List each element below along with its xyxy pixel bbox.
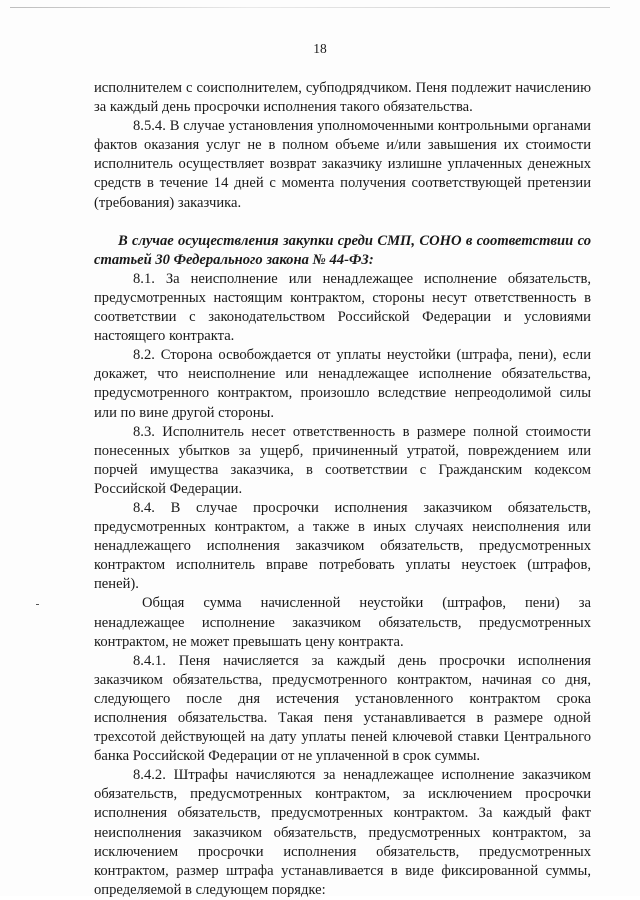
- paragraph-8-4-1: 8.4.1. Пеня начисляется за каждый день просрочки исполнения заказчиком обязательства, предусмотренного контрактом, начиная со дня, следующего после дня истечения установленного контрактом срока исполнения обязательства. Такая пеня устанавливается в размере одной трехсотой действующей на дату уплаты пеней ключевой ставки Центрального банка Российской Федерации от не уплаченной в срок суммы.: [94, 652, 591, 765]
- paragraph-8-5-4: 8.5.4. В случае установления уполномоченными контрольными органами фактов оказания услуг не в полном объеме и/или завышения их стоимости исполнитель осуществляет возврат заказчику излишне уплаченных денежных средств в течение 14 дней с момента получения соответствующей претензии (требования) заказчика.: [94, 118, 591, 211]
- paragraph-8-4-2: 8.4.2. Штрафы начисляются за ненадлежащее исполнение заказчиком обязательств, предусмотренных контрактом, за исключением просрочки исполнения обязательств, предусмотренных контрактом. За каждый факт неисполнения заказчиком обязательств, предусмотренных контрактом, за исключением просрочки исполнения обязательств, предусмотренных контрактом, размер штрафа устанавливается в виде фиксированной суммы, определяемой в следующем порядке:: [94, 767, 591, 898]
- paragraph-8-4: 8.4. В случае просрочки исполнения заказчиком обязательств, предусмотренных контрактом, а также в иных случаях неисполнения или ненадлежащего исполнения заказчиком обязательств, предусмотренных контрактом исполнитель вправе потребовать уплаты неустоек (штрафов, пеней).: [94, 499, 591, 593]
- paragraph-8-3: 8.3. Исполнитель несет ответственность в размере полной стоимости понесенных убытков за ущерб, причиненный утратой, повреждением или порчей имущества заказчика, в соответствии с Гражданским кодексом Российской Федерации.: [94, 423, 591, 497]
- section-heading-smp-sono: В случае осуществления закупки среди СМП, СОНО в соответствии со статьей 30 Федерального закона № 44-ФЗ:: [94, 232, 591, 268]
- paragraph-total-penalty: Общая сумма начисленной неустойки (штрафов, пени) за ненадлежащее исполнение заказчиком обязательств, предусмотренных контрактом, не может превышать цену контракта.: [94, 595, 591, 650]
- paragraph-8-1: 8.1. За неисполнение или ненадлежащее исполнение обязательств, предусмотренных настоящим контрактом, стороны несут ответственность в соответствии с законодательством Российской Федерации и условиями настоящего контракта.: [94, 270, 591, 345]
- scan-edge-line: [10, 7, 610, 8]
- scan-artifact-mark: [36, 604, 39, 605]
- paragraph-continuation: исполнителем с соисполнителем, субподрядчиком. Пеня подлежит начислению за каждый день просрочки исполнения такого обязательства.: [94, 80, 591, 116]
- page-number: 18: [313, 41, 327, 56]
- document-body: [94, 79, 591, 900]
- paragraph-8-2: 8.2. Сторона освобождается от уплаты неустойки (штрафа, пени), если докажет, что неисполнение или ненадлежащее исполнение обязательства, предусмотренного контрактом, произошло вследствие непреодолимой силы или по вине другой стороны.: [94, 347, 591, 421]
